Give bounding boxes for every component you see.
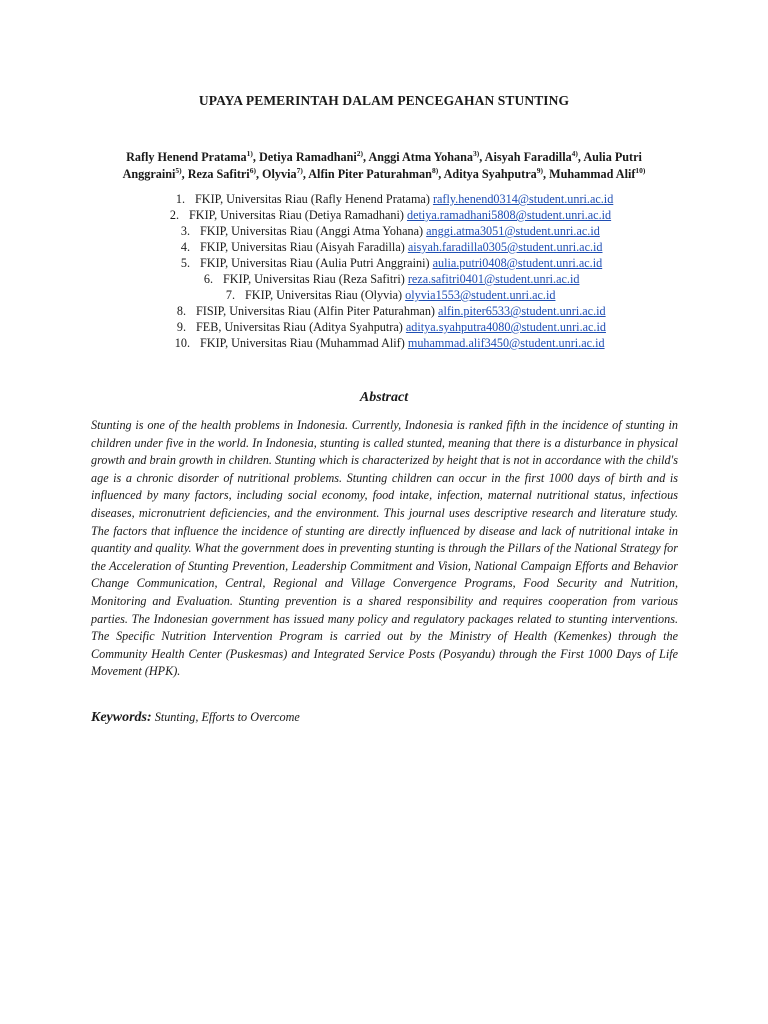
author-affiliation-mark: 6) bbox=[249, 165, 256, 175]
author-separator: , bbox=[181, 166, 188, 181]
affiliation-text: FKIP, Universitas Riau (Detiya Ramadhani) bbox=[189, 208, 404, 222]
affiliation-text: FKIP, Universitas Riau (Rafly Henend Pratama) bbox=[195, 192, 430, 206]
author-separator: , bbox=[542, 166, 550, 181]
affiliation-item bbox=[0, 335, 768, 351]
affiliation-text: FEB, Universitas Riau (Aditya Syahputra) bbox=[196, 320, 403, 334]
affiliation-email-link[interactable]: muhammad.alif3450@student.unri.ac.id bbox=[407, 336, 605, 350]
affiliation-text: FKIP, Universitas Riau (Aisyah Faradilla) bbox=[200, 240, 405, 254]
affiliation-number: 5. bbox=[180, 256, 190, 270]
author-affiliation-mark: 10) bbox=[635, 165, 646, 175]
author-separator: , bbox=[252, 150, 259, 164]
affiliation-email-link[interactable]: anggi.atma3051@student.unri.ac.id bbox=[426, 224, 600, 238]
affiliation-email-link[interactable]: rafly.henend0314@student.unri.ac.id bbox=[432, 192, 614, 206]
affiliation-item bbox=[0, 207, 768, 223]
author-affiliation-mark: 3) bbox=[472, 149, 480, 158]
keywords-line bbox=[91, 710, 678, 726]
affiliation-number: 4. bbox=[180, 240, 190, 254]
affiliation-text: FKIP, Universitas Riau (Reza Safitri) bbox=[223, 272, 405, 286]
author-list bbox=[100, 149, 668, 182]
affiliation-item bbox=[0, 239, 768, 255]
affiliation-number: 2. bbox=[169, 208, 179, 222]
paper-title: UPAYA PEMERINTAH DALAM PENCEGAHAN STUNTING bbox=[198, 93, 570, 108]
affiliation-text: FKIP, Universitas Riau (Muhammad Alif) bbox=[200, 336, 405, 350]
affiliation-item bbox=[0, 287, 768, 303]
author-separator: , bbox=[438, 166, 444, 181]
affiliation-number: 3. bbox=[180, 224, 190, 238]
affiliation-item bbox=[0, 191, 768, 207]
affiliation-item bbox=[0, 223, 768, 239]
author-affiliation-mark: 9) bbox=[536, 165, 543, 175]
affiliation-number: 7. bbox=[225, 288, 235, 302]
author-affiliation-mark: 5) bbox=[175, 165, 182, 175]
author-affiliation-mark: 4) bbox=[571, 149, 578, 158]
affiliation-email-link[interactable]: reza.safitri0401@student.unri.ac.id bbox=[407, 272, 580, 286]
keywords-text: Stunting, Efforts to Overcome bbox=[154, 710, 300, 724]
author-name: Aulia Putri Anggraini bbox=[122, 150, 642, 181]
affiliation-number: 1. bbox=[175, 192, 185, 206]
author-name: Rafly Henend Pratama bbox=[126, 150, 247, 164]
affiliation-item bbox=[0, 255, 768, 271]
author-name: Muhammad Alif bbox=[549, 166, 636, 181]
author-name: Reza Safitri bbox=[187, 166, 250, 181]
affiliation-text: FKIP, Universitas Riau (Aulia Putri Anggraini) bbox=[200, 256, 430, 270]
affiliation-email-link[interactable]: aditya.syahputra4080@student.unri.ac.id bbox=[405, 320, 606, 334]
affiliation-item bbox=[0, 319, 768, 335]
author-name: Aditya Syahputra bbox=[443, 166, 537, 181]
abstract-heading: Abstract bbox=[359, 390, 409, 405]
author-name: Aisyah Faradilla bbox=[484, 150, 572, 164]
affiliation-email-link[interactable]: detiya.ramadhani5808@student.unri.ac.id bbox=[406, 208, 612, 222]
affiliation-number: 10. bbox=[174, 336, 190, 350]
author-name: Detiya Ramadhani bbox=[258, 150, 357, 164]
affiliation-text: FKIP, Universitas Riau (Anggi Atma Yohana) bbox=[200, 224, 424, 238]
author-affiliation-mark: 8) bbox=[431, 165, 439, 175]
author-separator: , bbox=[479, 150, 485, 164]
affiliation-number: 8. bbox=[176, 304, 186, 318]
affiliation-email-link[interactable]: aisyah.faradilla0305@student.unri.ac.id bbox=[407, 240, 603, 254]
author-affiliation-mark: 7) bbox=[296, 165, 303, 175]
affiliation-text: FKIP, Universitas Riau (Olyvia) bbox=[245, 288, 403, 302]
affiliation-number: 6. bbox=[203, 272, 213, 286]
author-separator: , bbox=[363, 150, 369, 164]
author-affiliation-mark: 2) bbox=[356, 149, 364, 158]
affiliation-email-link[interactable]: aulia.putri0408@student.unri.ac.id bbox=[432, 256, 603, 270]
author-separator: , bbox=[577, 150, 584, 164]
affiliation-text: FISIP, Universitas Riau (Alfin Piter Paturahman) bbox=[196, 304, 435, 318]
affiliation-item bbox=[0, 303, 768, 319]
author-separator: , bbox=[255, 166, 263, 181]
author-name: Anggi Atma Yohana bbox=[368, 150, 473, 164]
author-name: Alfin Piter Paturahman bbox=[308, 166, 432, 181]
affiliation-list bbox=[0, 191, 768, 351]
affiliation-item bbox=[0, 271, 768, 287]
author-affiliation-mark: 1) bbox=[246, 149, 253, 158]
affiliation-email-link[interactable]: alfin.piter6533@student.unri.ac.id bbox=[438, 304, 606, 318]
author-separator: , bbox=[302, 166, 309, 181]
affiliation-email-link[interactable]: olyvia1553@student.unri.ac.id bbox=[405, 288, 556, 302]
abstract-body: Stunting is one of the health problems in Indonesia. Currently, Indonesia is ranked fifth in the incidence of stunting in children under five in the world. In Indonesia, stunting is called stunted, meaning that there is a disturbance in physical growth and brain growth in children. Stunting which is characterized by height that is not in accordance with the child's age is a chronic disorder of nutritional problems. Stunting children can occur in the first 1000 days of birth and is influenced by many factors, including social economy, food intake, infection, maternal nutritional status, infectious diseases, micronutrient deficiencies, and the environment. This journal uses descriptive research and literature study. The factors that influence the incidence of stunting are directly influenced by disease and lack of nutritional intake in quantity and quality. What the government does in preventing stunting is through the Pillars of the National Strategy for the Acceleration of Stunting Prevention, Leadership Commitment and Vision, National Campaign Efforts and Behavior Change Communication, Central, Regional and Village Convergence Programs, Food Security and Nutrition, Monitoring and Evaluation. Stunting prevention is a shared responsibility and requires cooperation from various parties. The Indonesian government has issued many policy and regulatory packages related to stunting interventions. The Specific Nutrition Intervention Program is carried out by the Ministry of Health (Kemenkes) through the Community Health Center (Puskesmas) and Integrated Service Posts (Posyandu) through the First 1000 Days of Life Movement (HPK). bbox=[91, 418, 678, 679]
keywords-label: Keywords: bbox=[91, 710, 152, 725]
author-name: Olyvia bbox=[262, 166, 297, 181]
affiliation-number: 9. bbox=[176, 320, 186, 334]
